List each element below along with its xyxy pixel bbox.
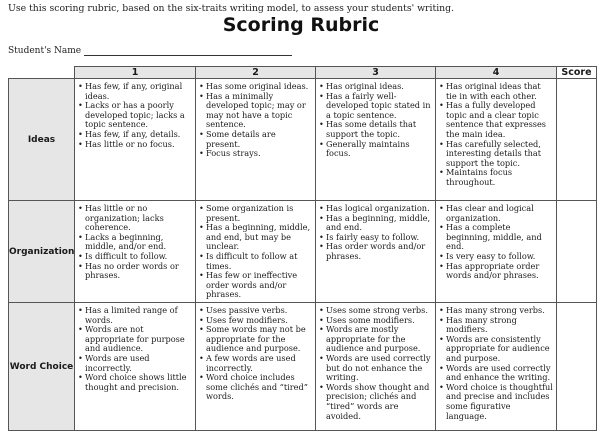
criterion-item: • Focus strays. xyxy=(199,149,312,159)
rubric-cell xyxy=(316,303,436,431)
criterion-item: • Some words may not be appropriate for the audience and purpose. xyxy=(199,325,312,354)
criterion-item: • Words are used correctly and enhance the writing. xyxy=(439,364,553,383)
criterion-item: • Generally maintains focus. xyxy=(319,140,432,159)
criterion-item: • Has little or no focus. xyxy=(78,140,192,150)
rubric-cell xyxy=(196,201,316,303)
criterion-item: • Words are used incorrectly. xyxy=(78,354,192,373)
column-header-2: 2 xyxy=(196,67,316,79)
student-name-field xyxy=(8,45,292,56)
criterion-item: • Has appropriate order words and/or phrases. xyxy=(439,262,553,281)
criterion-item: • Words are not appropriate for purpose and audience. xyxy=(78,325,192,354)
header-corner xyxy=(9,67,75,79)
student-name-line[interactable] xyxy=(84,45,292,56)
criterion-item: • Words are consistently appropriate for audience and purpose. xyxy=(439,335,553,364)
rubric-cell xyxy=(436,201,557,303)
criterion-item: • Has a fairly well-developed topic stated in a topic sentence. xyxy=(319,92,432,121)
criterion-item: • Words are used correctly but do not enhance the writing. xyxy=(319,354,432,383)
criterion-item: • Is difficult to follow. xyxy=(78,252,192,262)
rubric-cell xyxy=(75,79,196,201)
intro-text: Use this scoring rubric, based on the six-traits writing model, to assess your students' writing. xyxy=(8,3,455,14)
column-header-1: 1 xyxy=(75,67,196,79)
criterion-item: • Has a fully developed topic and a clear topic sentence that expresses the main idea. xyxy=(439,101,553,139)
criterion-item: • Has logical organization. xyxy=(319,204,432,214)
criterion-item: • Has no order words or phrases. xyxy=(78,262,192,281)
trait-label-word-choice: Word Choice xyxy=(9,303,75,431)
criterion-item: • Some organization is present. xyxy=(199,204,312,223)
page-title: Scoring Rubric xyxy=(222,14,380,36)
criterion-item: • Has original ideas. xyxy=(319,82,432,92)
rubric-cell xyxy=(196,79,316,201)
scoring-rubric-table xyxy=(8,66,597,431)
criterion-item: • Lacks or has a poorly developed topic; lacks a topic sentence. xyxy=(78,101,192,130)
criterion-item: • Has a beginning, middle, and end. xyxy=(319,214,432,233)
criterion-item: • Has a beginning, middle, and end, but may be unclear. xyxy=(199,223,312,252)
header-row xyxy=(9,67,597,79)
criterion-item: • Is very easy to follow. xyxy=(439,252,553,262)
rubric-cell xyxy=(436,79,557,201)
score-cell-ideas[interactable] xyxy=(557,79,597,201)
criterion-item: • Maintains focus throughout. xyxy=(439,168,553,187)
student-name-label: Student's Name xyxy=(8,46,82,56)
criterion-item: • Has order words and/or phrases. xyxy=(319,242,432,261)
column-header-score: Score xyxy=(557,67,597,79)
rubric-row-ideas xyxy=(9,79,597,201)
criterion-item: • Has few, if any, original ideas. xyxy=(78,82,192,101)
column-header-3: 3 xyxy=(316,67,436,79)
criterion-item: • Has a limited range of words. xyxy=(78,306,192,325)
rubric-row-word-choice xyxy=(9,303,597,431)
criterion-item: • Words show thought and precision; clichés and “tired” words are avoided. xyxy=(319,383,432,421)
rubric-cell xyxy=(196,303,316,431)
criterion-item: • Word choice shows little thought and precision. xyxy=(78,373,192,392)
column-header-4: 4 xyxy=(436,67,557,79)
rubric-cell xyxy=(316,201,436,303)
score-cell-word-choice[interactable] xyxy=(557,303,597,431)
criterion-item: • Has a complete beginning, middle, and end. xyxy=(439,223,553,252)
trait-label-organization: Organization xyxy=(9,201,75,303)
rubric-cell xyxy=(316,79,436,201)
criterion-item: • Has few or ineffective order words and/or phrases. xyxy=(199,271,312,300)
criterion-item: • Uses passive verbs. xyxy=(199,306,312,316)
criterion-item: • Is difficult to follow at times. xyxy=(199,252,312,271)
criterion-item: • Has some original ideas. xyxy=(199,82,312,92)
criterion-item: • Uses some modifiers. xyxy=(319,316,432,326)
criterion-item: • Has few, if any, details. xyxy=(78,130,192,140)
criterion-item: • Word choice is thoughtful and precise and includes some figurative language. xyxy=(439,383,553,421)
criterion-item: • Has many strong verbs. xyxy=(439,306,553,316)
criterion-item: • Uses some strong verbs. xyxy=(319,306,432,316)
criterion-item: • Has some details that support the topic. xyxy=(319,120,432,139)
trait-label-ideas: Ideas xyxy=(9,79,75,201)
criterion-item: • Has clear and logical organization. xyxy=(439,204,553,223)
rubric-cell xyxy=(75,303,196,431)
criterion-item: • Some details are present. xyxy=(199,130,312,149)
criterion-item: • Has a minimally developed topic; may or may not have a topic sentence. xyxy=(199,92,312,130)
criterion-item: • Uses few modifiers. xyxy=(199,316,312,326)
criterion-item: • Has carefully selected, interesting details that support the topic. xyxy=(439,140,553,169)
criterion-item: • Lacks a beginning, middle, and/or end. xyxy=(78,233,192,252)
criterion-item: • Has original ideas that tie in with each other. xyxy=(439,82,553,101)
rubric-cell xyxy=(436,303,557,431)
score-cell-organization[interactable] xyxy=(557,201,597,303)
criterion-item: • Is fairly easy to follow. xyxy=(319,233,432,243)
criterion-item: • Has many strong modifiers. xyxy=(439,316,553,335)
criterion-item: • Has little or no organization; lacks coherence. xyxy=(78,204,192,233)
criterion-item: • Word choice includes some clichés and “tired” words. xyxy=(199,373,312,402)
rubric-row-organization xyxy=(9,201,597,303)
criterion-item: • A few words are used incorrectly. xyxy=(199,354,312,373)
rubric-cell xyxy=(75,201,196,303)
criterion-item: • Words are mostly appropriate for the audience and purpose. xyxy=(319,325,432,354)
